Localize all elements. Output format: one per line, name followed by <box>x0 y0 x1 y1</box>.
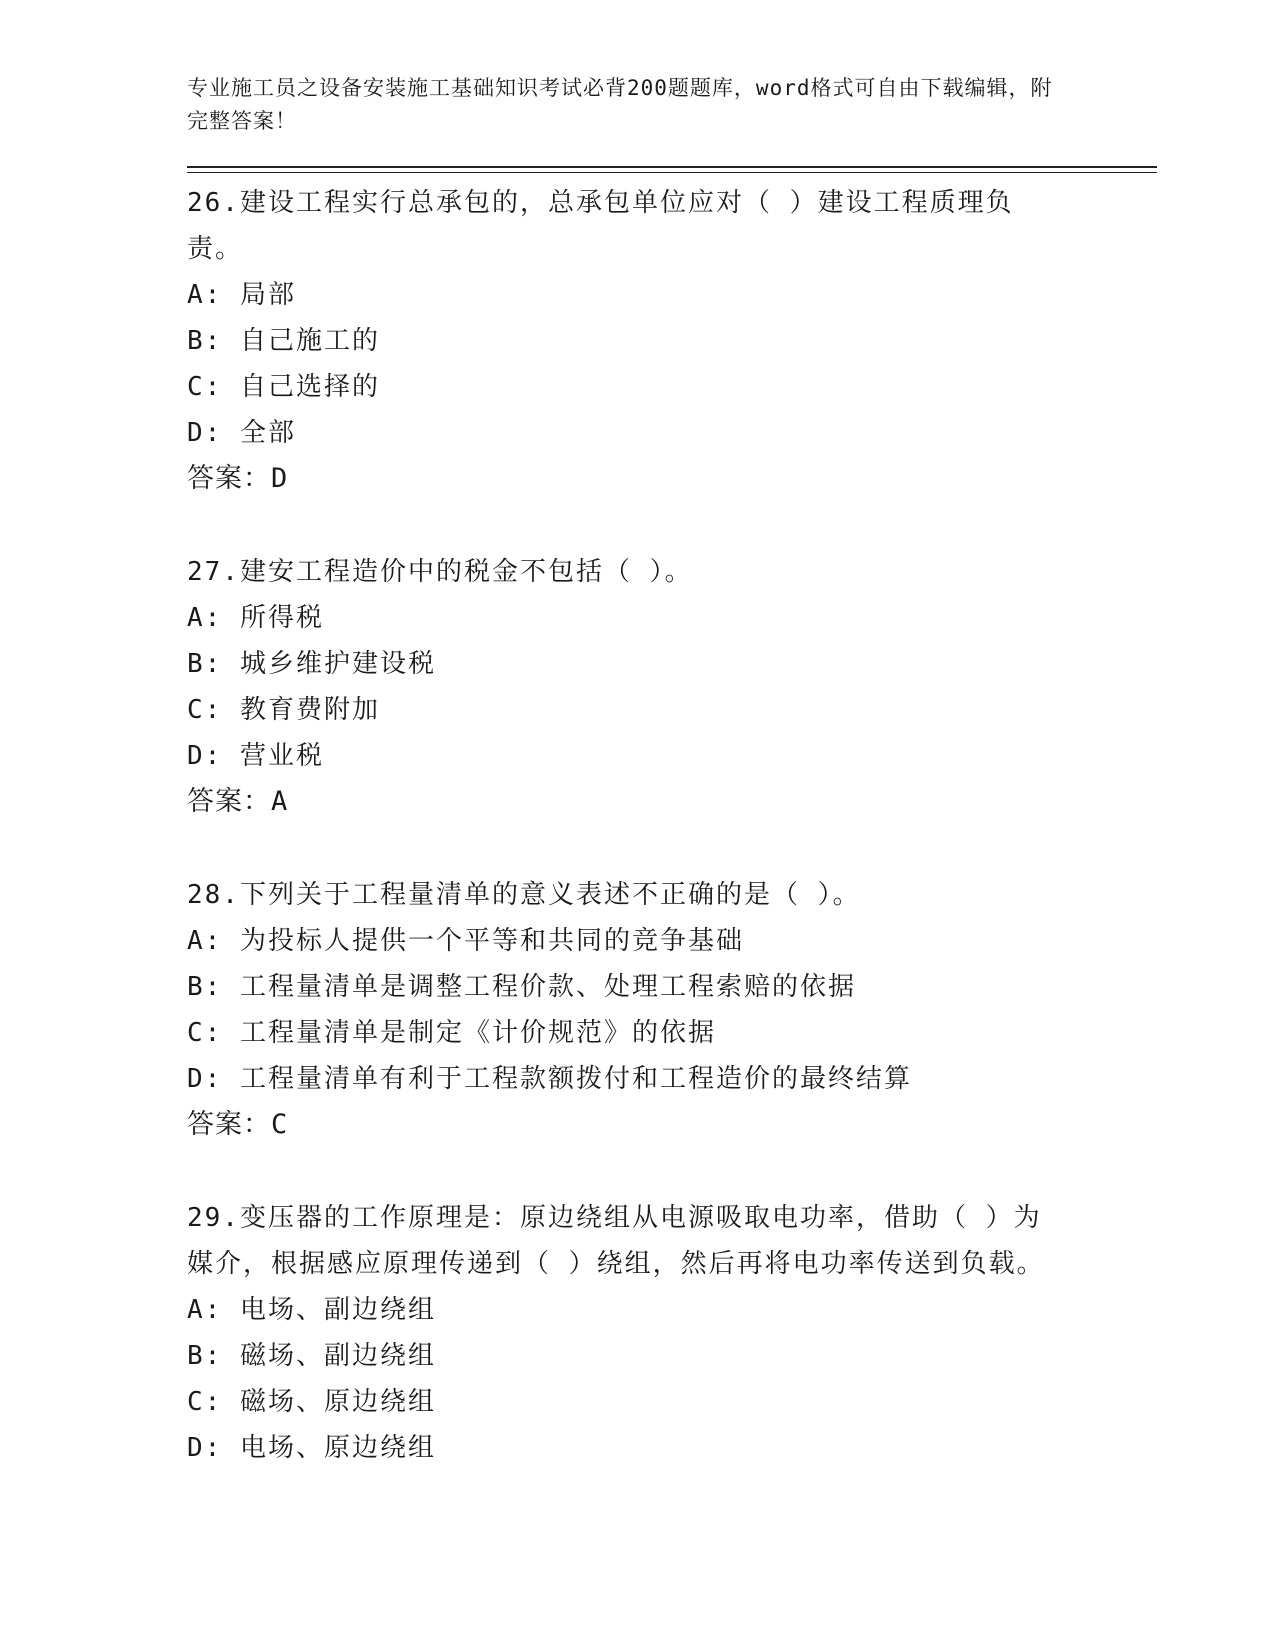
header-divider <box>187 166 1157 173</box>
question-text: 29.变压器的工作原理是：原边绕组从电源吸取电功率，借助（ ）为媒介，根据感应原理传递到（ ）绕组，然后再将电功率传送到负载。 <box>187 1203 1045 1279</box>
document-header: 专业施工员之设备安装施工基础知识考试必背200题题库，word格式可自由下载编辑，附完整答案！ <box>187 76 1053 133</box>
option-d: D: 全部 <box>187 418 296 448</box>
question-text: 27.建安工程造价中的税金不包括（ ）。 <box>187 557 693 587</box>
answer-line <box>187 456 1157 502</box>
answer-label: 答案： <box>187 1109 271 1140</box>
question-list <box>187 180 1157 1471</box>
document-page <box>187 72 1157 1518</box>
option-c: C: 工程量清单是制定《计价规范》的依据 <box>187 1018 716 1048</box>
option-b: B: 磁场、副边绕组 <box>187 1341 436 1371</box>
option-b: B: 工程量清单是调整工程价款、处理工程索赔的依据 <box>187 972 856 1002</box>
answer-label: 答案： <box>187 786 271 817</box>
answer-value: C <box>271 1109 289 1140</box>
option-b: B: 自己施工的 <box>187 326 380 356</box>
option-c: C: 磁场、原边绕组 <box>187 1387 436 1417</box>
question-text: 26.建设工程实行总承包的，总承包单位应对（ ）建设工程质理负责。 <box>187 188 1014 264</box>
option-a: A: 为投标人提供一个平等和共同的竞争基础 <box>187 926 744 956</box>
option-b: B: 城乡维护建设税 <box>187 649 436 679</box>
option-d: D: 电场、原边绕组 <box>187 1433 436 1463</box>
question-26 <box>187 180 1157 502</box>
question-text: 28.下列关于工程量清单的意义表述不正确的是（ ）。 <box>187 880 861 910</box>
option-a: A: 局部 <box>187 280 296 310</box>
option-d: D: 营业税 <box>187 741 324 771</box>
answer-value: D <box>271 463 289 494</box>
option-a: A: 所得税 <box>187 603 324 633</box>
answer-value: A <box>271 786 289 817</box>
option-a: A: 电场、副边绕组 <box>187 1295 436 1325</box>
option-c: C: 教育费附加 <box>187 695 380 725</box>
question-27 <box>187 549 1157 825</box>
option-c: C: 自己选择的 <box>187 372 380 402</box>
answer-line <box>187 779 1157 825</box>
option-d: D: 工程量清单有利于工程款额拨付和工程造价的最终结算 <box>187 1064 912 1094</box>
answer-label: 答案： <box>187 463 271 494</box>
answer-line <box>187 1102 1157 1148</box>
question-28 <box>187 872 1157 1148</box>
question-29 <box>187 1195 1157 1471</box>
